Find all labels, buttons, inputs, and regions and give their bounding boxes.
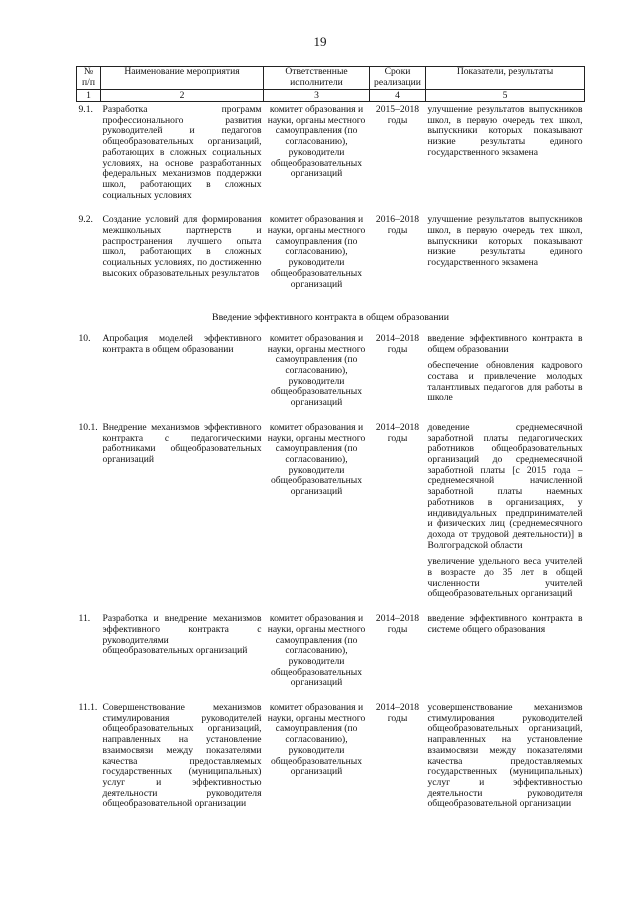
table-row: [77, 703, 585, 824]
responsible-executors: комитет образования и науки, органы местного самоуправления (по согласованию), руководители общеобразовательных организаций: [267, 214, 366, 290]
header-term: Сроки реализации: [370, 67, 426, 90]
implementation-term: 2014–2018 годы: [375, 332, 420, 355]
measure-name: Разработка и внедрение механизмов эффективного контракта с руководителями общеобразовательных организаций: [102, 613, 262, 657]
responsible-executors: комитет образования и науки, органы местного самоуправления (по согласованию), руководители общеобразовательных организаций: [267, 332, 366, 409]
result-item: введение эффективного контракта в общем образовании: [427, 332, 583, 355]
results: [426, 334, 585, 423]
result-item: доведение среднемесячной заработной платы педагогических работников общеобразовательных организаций до среднемесячной заработной платы [с 2015 года – среднемесячной начисленной заработной платы наемных работников в организациях, у индивидуальных предпринимателей и физических лиц (среднемесячного дохода от трудовой деятельности)] в Волгоградской области: [427, 421, 583, 551]
responsible-executors: комитет образования и науки, органы местного самоуправления (по согласованию), руководители общеобразовательных организаций: [267, 104, 366, 180]
column-number-2: 2: [101, 90, 264, 102]
results: [426, 614, 585, 703]
implementation-term: 2014–2018 годы: [375, 702, 420, 724]
result-item: обеспечение обновления кадрового состава и привлечение молодых талантливых педагогов для работы в школе: [427, 360, 583, 404]
row-number: 9.1.: [78, 104, 93, 115]
table-row: [77, 215, 585, 304]
result-item: улучшение результатов выпускников школ, в первую очередь тех школ, выпускники которых показывают низкие результаты единого государственного экзамена: [427, 104, 583, 158]
table-row: [77, 102, 585, 216]
implementation-term: 2015–2018 годы: [375, 104, 420, 126]
implementation-term: 2014–2018 годы: [375, 421, 420, 444]
section-heading: Введение эффективного контракта в общем образовании: [212, 312, 449, 324]
results: [426, 423, 585, 614]
results: [426, 102, 585, 216]
result-item: усовершенствование механизмов стимулирования руководителей общеобразовательных организаций, направленных на установление взаимосвязи между показателями качества предоставляемых государственных (муниципальных) услуг и эффективностью деятельности руководителя общеобразовательной организации: [427, 702, 583, 810]
header-responsible: Ответственные исполнители: [264, 67, 370, 90]
result-item: введение эффективного контракта в системе общего образования: [427, 613, 583, 635]
header-measure-name: Наименование мероприятия: [101, 67, 264, 90]
result-item: улучшение результатов выпускников школ, в первую очередь тех школ, выпускники которых показывают низкие результаты единого государственного экзамена: [427, 214, 583, 269]
header-number: № п/п: [77, 67, 101, 90]
responsible-executors: комитет образования и науки, органы местного самоуправления (по согласованию), руководители общеобразовательных организаций: [267, 702, 366, 778]
column-number-4: 4: [370, 90, 426, 102]
header-results: Показатели, результаты: [426, 67, 585, 90]
measure-name: Разработка программ профессионального развития руководителей и педагогов общеобразовательных организаций, работающих в сложных социальных условиях, на основе разработанных федеральных механизмов поддержки школ, работающих в сложных социальных условиях: [102, 104, 262, 201]
column-number-5: 5: [426, 90, 585, 102]
measures-table: [76, 66, 585, 824]
row-number: 10.1.: [78, 421, 98, 433]
result-item: увеличение удельного веса учителей в возрасте до 35 лет в общей численности учителей общеобразовательных организаций: [427, 556, 583, 600]
row-number: 11.1.: [78, 702, 98, 714]
implementation-term: 2014–2018 годы: [375, 613, 420, 635]
table-row: [77, 614, 585, 703]
measure-name: Внедрение механизмов эффективного контракта с педагогическими работниками общеобразовательных организаций: [102, 421, 262, 465]
responsible-executors: комитет образования и науки, органы местного самоуправления (по согласованию), руководители общеобразовательных организаций: [267, 613, 366, 689]
column-number-1: 1: [77, 90, 101, 102]
row-number: 9.2.: [78, 214, 93, 226]
table-row: [77, 423, 585, 614]
table-row: [77, 334, 585, 423]
section-heading-row: [77, 304, 585, 334]
measure-name: Апробация моделей эффективного контракта в общем образовании: [102, 332, 262, 355]
results: [426, 215, 585, 304]
page-number: 19: [313, 34, 327, 49]
row-number: 11.: [78, 613, 91, 625]
column-number-3: 3: [264, 90, 370, 102]
row-number: 10.: [78, 332, 91, 344]
measure-name: Создание условий для формирования межшкольных партнерств и распространения лучшего опыта школ, работающих в сложных социальных условиях, по достиженню высоких образовательных результатов: [102, 214, 262, 279]
implementation-term: 2016–2018 годы: [375, 214, 420, 237]
results: [426, 703, 585, 824]
measure-name: Совершенствование механизмов стимулирования руководителей общеобразовательных организаций, направленных на установление взаимосвязи между показателями качества предоставляемых государственных (муниципальных) услуг и эффективностью деятельности руководителя общеобразовательной организации: [102, 702, 262, 810]
responsible-executors: комитет образования и науки, органы местного самоуправления (по согласованию), руководители общеобразовательных организаций: [267, 421, 366, 498]
